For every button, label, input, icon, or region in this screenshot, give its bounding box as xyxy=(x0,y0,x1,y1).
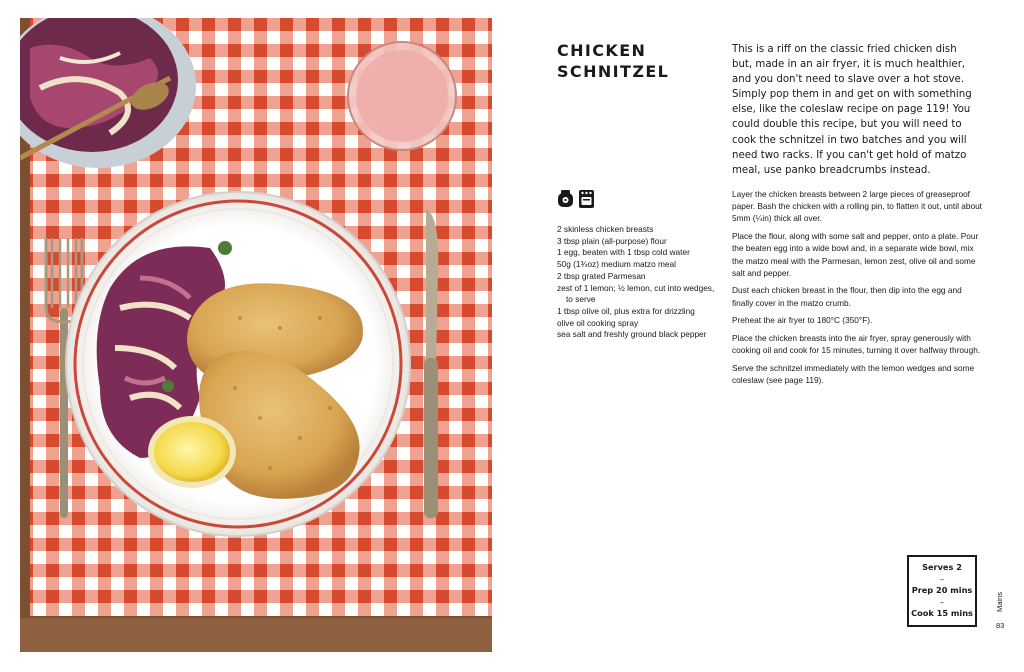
title-line-2: SCHNITZEL xyxy=(557,62,670,81)
method-step: Dust each chicken breast in the flour, then dip into the egg and finally cover in the matzo crumb. xyxy=(732,285,962,308)
method-step: Serve the schnitzel immediately with the lemon wedges and some coleslaw (see page 119). xyxy=(732,362,975,386)
recipe-photo xyxy=(20,18,492,652)
title-line-1: CHICKEN xyxy=(557,41,647,60)
ingredient-item: sea salt and freshly ground black pepper xyxy=(557,329,707,340)
ingredient-item: olive oil cooking spray xyxy=(557,317,639,328)
cook-time: Cook 15 mins xyxy=(911,608,973,619)
recipe-intro: This is a riff on the classic fried chicken dish but, made in an air fryer, it is much healthier, and you don't need to slave over a hot stove. Simply pop them in and get on with something else, like the coleslaw recipe on page 119! You could double this recipe, but you will need to cook the schnitzel in two batches and you will need two racks. If you can't get hold of matzo meal, use panko breadcrumbs instead. xyxy=(732,44,972,176)
divider-dash: – xyxy=(939,596,945,607)
method-step: Preheat the air fryer to 180°C (350°F). xyxy=(732,315,873,326)
ingredient-item: 2 skinless chicken breasts xyxy=(557,224,654,234)
ingredient-item: 1 tbsp olive oil, plus extra for drizzling xyxy=(557,305,695,316)
method-step: Place the flour, along with some salt and pepper, onto a plate. Pour the beaten egg into a wide bowl and, in a separate wide bowl, mix the matzo meal with the Parmesan, lemon zest, olive oil and some salt and pepper. xyxy=(732,231,979,278)
method-steps xyxy=(732,188,982,392)
page-number: 83 xyxy=(996,621,1005,630)
serves-label: Serves 2 xyxy=(922,562,962,573)
section-label: Mains xyxy=(995,591,1004,612)
appliance-icons xyxy=(557,189,595,209)
air-fryer-icon xyxy=(557,189,574,209)
ingredient-item: zest of 1 lemon; ½ lemon, cut into wedges, to serve xyxy=(557,282,715,305)
ingredient-item: 2 tbsp grated Parmesan xyxy=(557,270,646,281)
prep-time: Prep 20 mins xyxy=(911,585,973,596)
ingredient-item: 1 egg, beaten with 1 tbsp cold water xyxy=(557,247,690,258)
ingredient-item: 50g (1¾oz) medium matzo meal xyxy=(557,259,676,270)
ingredient-item: 3 tbsp plain (all-purpose) flour xyxy=(557,235,667,246)
oven-icon xyxy=(578,189,595,209)
recipe-info-box xyxy=(907,555,977,627)
method-step: Layer the chicken breasts between 2 large pieces of greaseproof paper. Bash the chicken with a rolling pin, to flatten it out, until about 5mm (¼in) thick all over. xyxy=(732,189,982,224)
ingredients-list xyxy=(557,224,717,341)
divider-dash: – xyxy=(939,573,945,584)
recipe-title xyxy=(557,40,707,82)
method-step: Place the chicken breasts into the air fryer, spray generously with cooking oil and cook for 15 minutes, turning it over halfway through. xyxy=(732,333,981,356)
